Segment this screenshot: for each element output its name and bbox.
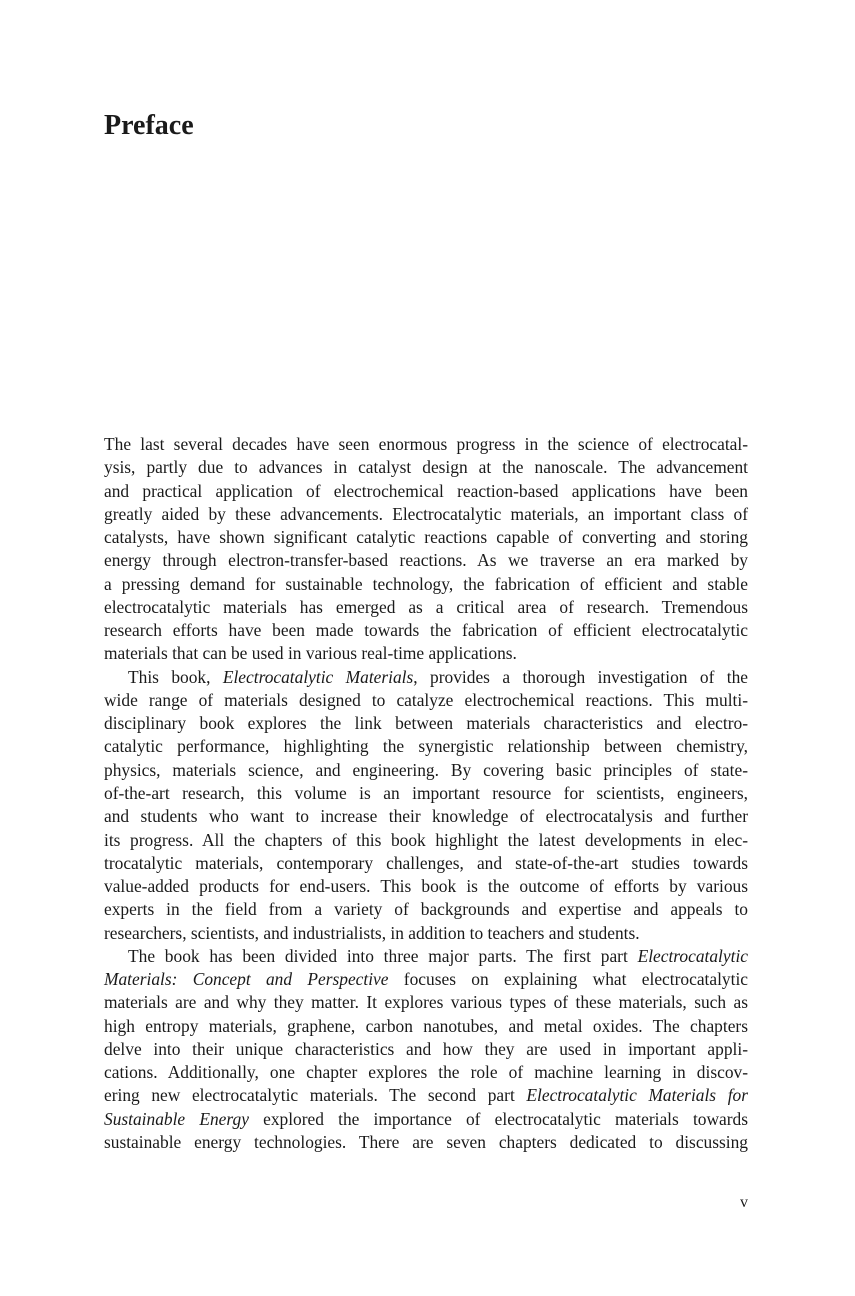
text-segment: research efforts have been made towards the fabrication of efficient electrocatalytic bbox=[104, 620, 748, 641]
text-segment: The book has been divided into three major parts. The first part bbox=[128, 945, 638, 966]
text-segment: experts in the field from a variety of backgrounds and expertise and appeals to bbox=[104, 899, 748, 920]
text-segment: catalytic performance, highlighting the synergistic relationship between chemistry, bbox=[104, 736, 748, 757]
italic-title-text: Electrocatalytic bbox=[637, 945, 748, 966]
page-title: Preface bbox=[104, 110, 194, 141]
text-line bbox=[104, 805, 748, 828]
text-segment: explored the importance of electrocatalytic materials towards bbox=[248, 1108, 749, 1129]
text-line bbox=[104, 922, 748, 945]
text-segment: researchers, scientists, and industrialists, in addition to teachers and students. bbox=[104, 922, 640, 943]
text-segment: and practical application of electrochemical reaction-based applications have been bbox=[104, 480, 748, 501]
text-line bbox=[104, 596, 748, 619]
text-line bbox=[104, 735, 748, 758]
text-segment: physics, materials science, and engineering. By covering basic principles of state- bbox=[104, 759, 748, 780]
text-line bbox=[104, 852, 748, 875]
text-line bbox=[104, 480, 748, 503]
preface-body bbox=[104, 433, 748, 1154]
text-segment: value-added products for end-users. This book is the outcome of efforts by various bbox=[104, 876, 748, 897]
text-line bbox=[104, 526, 748, 549]
text-line bbox=[104, 782, 748, 805]
text-segment: wide range of materials designed to catalyze electrochemical reactions. This multi- bbox=[104, 689, 748, 710]
text-segment: ysis, partly due to advances in catalyst design at the nanoscale. The advancement bbox=[104, 457, 748, 478]
text-segment: materials that can be used in various real-time applications. bbox=[104, 643, 517, 664]
text-segment: This book, bbox=[128, 666, 223, 687]
italic-title-text: Sustainable Energy bbox=[104, 1108, 249, 1129]
text-line bbox=[104, 1038, 748, 1061]
text-segment: cations. Additionally, one chapter explores the role of machine learning in discov- bbox=[104, 1062, 748, 1083]
text-line bbox=[104, 712, 748, 735]
text-line bbox=[104, 1108, 748, 1131]
text-line bbox=[104, 433, 748, 456]
text-segment: delve into their unique characteristics and how they are used in important appli- bbox=[104, 1038, 748, 1059]
paragraph bbox=[104, 666, 748, 945]
text-line bbox=[104, 549, 748, 572]
text-line bbox=[104, 875, 748, 898]
italic-title-text: Electrocatalytic Materials for bbox=[526, 1085, 748, 1106]
text-segment: energy through electron-transfer-based reactions. As we traverse an era marked by bbox=[104, 550, 748, 571]
text-line bbox=[104, 1015, 748, 1038]
text-line bbox=[104, 945, 748, 968]
text-line bbox=[104, 968, 748, 991]
text-line bbox=[104, 573, 748, 596]
text-segment: a pressing demand for sustainable technology, the fabrication of efficient and stable bbox=[104, 573, 748, 594]
text-line bbox=[104, 689, 748, 712]
text-segment: trocatalytic materials, contemporary challenges, and state-of-the-art studies towards bbox=[104, 852, 748, 873]
text-segment: high entropy materials, graphene, carbon nanotubes, and metal oxides. The chapters bbox=[104, 1015, 748, 1036]
italic-title-text: Materials: Concept and Perspective bbox=[104, 969, 389, 990]
text-segment: its progress. All the chapters of this book highlight the latest developments in elec- bbox=[104, 829, 748, 850]
text-segment: The last several decades have seen enormous progress in the science of electrocatal- bbox=[104, 434, 748, 454]
text-line bbox=[104, 456, 748, 479]
page-number: v bbox=[740, 1194, 748, 1211]
text-segment: greatly aided by these advancements. Electrocatalytic materials, an important class of bbox=[104, 503, 748, 524]
text-segment: electrocatalytic materials has emerged as a critical area of research. Tremendous bbox=[104, 596, 748, 617]
text-segment: catalysts, have shown significant catalytic reactions capable of converting and storing bbox=[104, 527, 748, 548]
paragraph bbox=[104, 945, 748, 1154]
text-line bbox=[104, 503, 748, 526]
text-segment: sustainable energy technologies. There are seven chapters dedicated to discussing bbox=[104, 1131, 748, 1152]
text-segment: disciplinary book explores the link between materials characteristics and electro- bbox=[104, 713, 748, 734]
text-segment: , provides a thorough investigation of the bbox=[413, 666, 748, 687]
text-line bbox=[104, 759, 748, 782]
text-line bbox=[104, 1084, 748, 1107]
text-line bbox=[104, 829, 748, 852]
text-segment: materials are and why they matter. It explores various types of these materials, such as bbox=[104, 992, 748, 1013]
text-segment: focuses on explaining what electrocatalytic bbox=[388, 969, 748, 990]
paragraph bbox=[104, 433, 748, 666]
text-segment: ering new electrocatalytic materials. The second part bbox=[104, 1085, 527, 1106]
text-segment: of-the-art research, this volume is an important resource for scientists, engineers, bbox=[104, 782, 748, 803]
text-line bbox=[104, 642, 748, 665]
text-line bbox=[104, 898, 748, 921]
italic-title-text: Electrocatalytic Materials bbox=[222, 666, 414, 687]
text-line bbox=[104, 991, 748, 1014]
text-line bbox=[104, 666, 748, 689]
text-line bbox=[104, 1061, 748, 1084]
text-line bbox=[104, 619, 748, 642]
text-segment: and students who want to increase their knowledge of electrocatalysis and further bbox=[104, 806, 748, 827]
text-line bbox=[104, 1131, 748, 1154]
